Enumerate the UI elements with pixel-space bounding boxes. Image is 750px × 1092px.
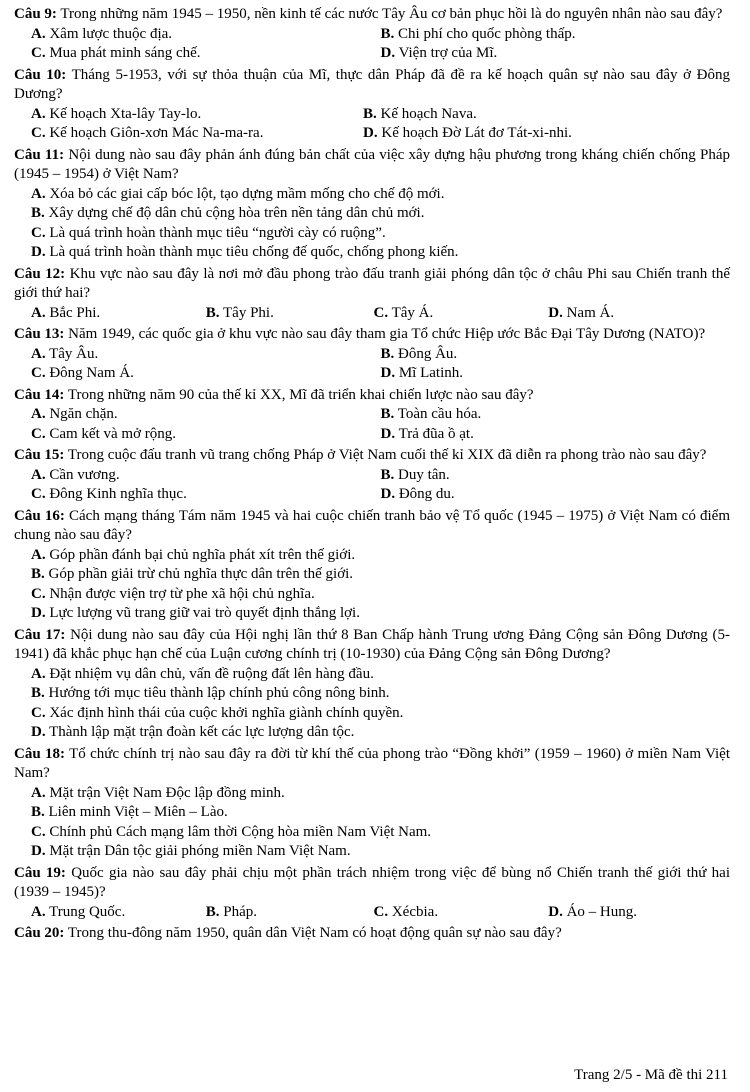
answer-option[interactable] xyxy=(31,684,390,704)
answer-option[interactable] xyxy=(31,204,424,224)
option-text: Nam Á. xyxy=(562,304,615,321)
option-text: Xóa bỏ các giai cấp bóc lột, tạo dựng mầm mống cho chế độ mới. xyxy=(45,185,445,202)
answer-option[interactable] xyxy=(548,304,723,324)
question-stem xyxy=(14,626,730,665)
option-letter: D. xyxy=(31,843,46,859)
question-stem xyxy=(14,66,730,105)
answer-option[interactable] xyxy=(31,364,381,384)
option-letter: B. xyxy=(380,466,395,483)
options-row xyxy=(31,842,730,862)
option-text: Kế hoạch Giôn-xơn Mác Na-ma-ra. xyxy=(45,125,264,141)
option-text: Mĩ Latinh. xyxy=(395,365,464,381)
answer-option[interactable] xyxy=(548,903,723,923)
answer-options xyxy=(14,105,730,144)
option-letter: D. xyxy=(31,605,46,621)
options-row xyxy=(31,105,730,125)
question-text: Cách mạng tháng Tám năm 1945 và hai cuộc chiến tranh bảo vệ Tổ quốc (1945 – 1975) ở Việt Nam có điểm chung nào sau đây? xyxy=(14,507,730,543)
option-text: Xây dựng chế độ dân chủ cộng hòa trên nền tảng dân chủ mới. xyxy=(44,205,425,221)
answer-option[interactable] xyxy=(206,903,374,923)
option-text: Kế hoạch Xta-lây Tay-lo. xyxy=(45,105,202,122)
options-row xyxy=(31,44,730,64)
question-stem xyxy=(14,386,730,406)
options-row xyxy=(31,124,730,144)
option-text: Xác định hình thái của cuộc khởi nghĩa giành chính quyền. xyxy=(45,704,404,721)
question-label: Câu 11: xyxy=(14,146,65,163)
option-letter: C. xyxy=(31,365,46,381)
answer-option[interactable] xyxy=(31,546,355,566)
answer-options xyxy=(14,665,730,743)
option-letter: C. xyxy=(373,903,389,920)
options-row xyxy=(31,604,730,624)
option-text: Kế hoạch Đờ Lát đơ Tát-xi-nhi. xyxy=(377,125,572,141)
answer-option[interactable] xyxy=(31,304,206,324)
option-letter: C. xyxy=(31,486,46,502)
answer-option[interactable] xyxy=(381,364,731,384)
question-label: Câu 19: xyxy=(14,864,66,881)
options-row xyxy=(31,665,730,685)
option-letter: B. xyxy=(380,25,395,42)
option-text: Duy tân. xyxy=(394,466,450,483)
question-stem xyxy=(14,146,730,185)
answer-option[interactable] xyxy=(31,44,381,64)
question-label: Câu 14: xyxy=(14,386,65,403)
option-text: Toàn cầu hóa. xyxy=(394,406,482,422)
option-letter: D. xyxy=(380,45,396,61)
option-letter: A. xyxy=(31,665,46,682)
question-label: Câu 10: xyxy=(14,66,67,83)
question-stem xyxy=(14,325,730,345)
question-18 xyxy=(14,745,730,862)
answer-option[interactable] xyxy=(31,25,381,45)
answer-option[interactable] xyxy=(374,304,549,324)
answer-options xyxy=(14,546,730,624)
answer-options xyxy=(14,784,730,862)
options-row xyxy=(31,546,730,566)
question-label: Câu 13: xyxy=(14,326,65,342)
answer-option[interactable] xyxy=(381,405,731,425)
options-row xyxy=(31,565,730,585)
answer-option[interactable] xyxy=(31,803,228,823)
option-text: Là quá trình hoàn thành mục tiêu chống đế quốc, chống phong kiến. xyxy=(45,244,459,260)
option-text: Chi phí cho quốc phòng thấp. xyxy=(394,25,576,42)
question-stem xyxy=(14,745,730,784)
question-text: Tháng 5-1953, với sự thỏa thuận của Mĩ, thực dân Pháp đã đề ra kế hoạch quân sự nào sau đây ở Đông Dương? xyxy=(14,66,730,102)
answer-option[interactable] xyxy=(31,105,363,125)
option-letter: C. xyxy=(31,823,46,840)
question-stem xyxy=(14,5,730,25)
question-20 xyxy=(14,924,730,944)
option-text: Mặt trận Dân tộc giải phóng miền Nam Việt Nam. xyxy=(45,843,351,859)
options-row xyxy=(31,704,730,724)
answer-options xyxy=(14,25,730,64)
options-row xyxy=(31,823,730,843)
option-letter: C. xyxy=(31,425,46,442)
question-12 xyxy=(14,265,730,324)
option-letter: A. xyxy=(31,406,46,422)
option-text: Kế hoạch Nava. xyxy=(376,105,477,122)
options-row xyxy=(31,304,730,324)
option-text: Mua phát minh sáng chế. xyxy=(45,45,201,61)
options-row xyxy=(31,405,730,425)
options-row xyxy=(31,485,730,505)
option-text: Hướng tới mục tiêu thành lập chính phủ công nông binh. xyxy=(44,685,390,701)
option-letter: A. xyxy=(31,466,46,483)
question-label: Câu 18: xyxy=(14,745,66,762)
question-label: Câu 12: xyxy=(14,265,66,282)
options-row xyxy=(31,425,730,445)
option-text: Đông Âu. xyxy=(394,345,458,362)
option-letter: B. xyxy=(31,685,45,701)
option-text: Áo – Hung. xyxy=(562,903,638,920)
option-text: Bắc Phi. xyxy=(45,304,101,321)
answer-option[interactable] xyxy=(381,345,731,365)
question-17 xyxy=(14,626,730,743)
options-row xyxy=(31,585,730,605)
option-text: Đông du. xyxy=(395,486,455,502)
option-text: Tây Á. xyxy=(388,304,434,321)
question-label: Câu 15: xyxy=(14,447,65,463)
answer-option[interactable] xyxy=(381,44,731,64)
answer-option[interactable] xyxy=(31,823,431,843)
option-letter: D. xyxy=(380,365,396,381)
options-row xyxy=(31,25,730,45)
answer-option[interactable] xyxy=(31,565,353,585)
option-letter: D. xyxy=(31,244,46,260)
answer-option[interactable] xyxy=(31,903,206,923)
answer-option[interactable] xyxy=(381,466,731,486)
answer-option[interactable] xyxy=(31,224,386,244)
answer-options xyxy=(14,345,730,384)
option-text: Ngăn chặn. xyxy=(45,406,118,422)
answer-option[interactable] xyxy=(31,405,381,425)
answer-option[interactable] xyxy=(31,784,285,804)
answer-options xyxy=(14,304,730,324)
question-text: Tổ chức chính trị nào sau đây ra đời từ khí thế của phong trào “Đồng khởi” (1959 – 1960) ở miền Nam Việt Nam? xyxy=(14,745,730,781)
option-text: Trung Quốc. xyxy=(45,903,126,920)
option-text: Đặt nhiệm vụ dân chủ, vấn đề ruộng đất lên hàng đầu. xyxy=(45,665,374,682)
option-text: Đông Nam Á. xyxy=(45,365,134,381)
option-letter: B. xyxy=(31,566,45,582)
answer-option[interactable] xyxy=(31,425,381,445)
option-text: Góp phần giải trừ chủ nghĩa thực dân trên thế giới. xyxy=(44,566,354,582)
option-letter: A. xyxy=(31,345,46,362)
option-text: Pháp. xyxy=(219,903,258,920)
option-text: Cam kết và mở rộng. xyxy=(45,425,177,442)
option-letter: A. xyxy=(31,304,46,321)
option-letter: A. xyxy=(31,903,46,920)
question-11 xyxy=(14,146,730,263)
answer-option[interactable] xyxy=(31,243,458,263)
option-letter: C. xyxy=(31,125,46,141)
option-text: Là quá trình hoàn thành mục tiêu “người cày có ruộng”. xyxy=(45,224,386,241)
option-letter: D. xyxy=(363,125,378,141)
question-label: Câu 16: xyxy=(14,507,65,524)
option-text: Thành lập mặt trận đoàn kết các lực lượng dân tộc. xyxy=(45,724,355,740)
answer-option[interactable] xyxy=(363,105,713,125)
answer-option[interactable] xyxy=(31,124,363,144)
option-text: Tây Âu. xyxy=(45,345,99,362)
option-letter: B. xyxy=(363,105,377,122)
option-letter: D. xyxy=(380,425,396,442)
answer-option[interactable] xyxy=(31,604,360,624)
options-row xyxy=(31,345,730,365)
answer-options xyxy=(14,405,730,444)
answer-option[interactable] xyxy=(31,185,444,205)
option-letter: B. xyxy=(205,903,220,920)
answer-option[interactable] xyxy=(31,665,374,685)
question-13 xyxy=(14,325,730,384)
option-letter: C. xyxy=(31,585,46,602)
question-stem xyxy=(14,864,730,903)
question-text: Trong cuộc đấu tranh vũ trang chống Pháp ở Việt Nam cuối thế kỉ XIX đã diễn ra phong trào nào sau đây? xyxy=(64,447,707,463)
answer-option[interactable] xyxy=(381,425,731,445)
answer-options xyxy=(14,185,730,263)
option-letter: A. xyxy=(31,185,46,202)
option-text: Góp phần đánh bại chủ nghĩa phát xít trên thế giới. xyxy=(45,546,356,563)
option-letter: D. xyxy=(548,903,563,920)
answer-option[interactable] xyxy=(31,842,351,862)
option-text: Mặt trận Việt Nam Độc lập đồng minh. xyxy=(45,784,285,801)
answer-options xyxy=(14,903,730,923)
answer-option[interactable] xyxy=(31,723,354,743)
option-text: Chính phủ Cách mạng lâm thời Cộng hòa miền Nam Việt Nam. xyxy=(45,823,432,840)
option-letter: C. xyxy=(31,45,46,61)
options-row xyxy=(31,466,730,486)
options-row xyxy=(31,364,730,384)
option-text: Trả đũa ồ ạt. xyxy=(395,425,474,442)
option-letter: B. xyxy=(31,804,45,820)
question-9 xyxy=(14,5,730,64)
question-14 xyxy=(14,386,730,445)
option-letter: A. xyxy=(31,25,46,42)
option-letter: C. xyxy=(31,224,46,241)
question-stem xyxy=(14,924,730,944)
question-text: Trong những năm 90 của thế kỉ XX, Mĩ đã triển khai chiến lược nào sau đây? xyxy=(64,386,534,403)
question-text: Năm 1949, các quốc gia ở khu vực nào sau đây tham gia Tổ chức Hiệp ước Bắc Đại Tây Dương (NATO)? xyxy=(64,326,706,342)
option-letter: A. xyxy=(31,784,46,801)
option-letter: D. xyxy=(548,304,563,321)
option-letter: B. xyxy=(380,345,395,362)
option-text: Đông Kinh nghĩa thục. xyxy=(45,486,187,502)
answer-option[interactable] xyxy=(206,304,374,324)
answer-option[interactable] xyxy=(31,585,315,605)
question-stem xyxy=(14,446,730,466)
option-text: Xécbia. xyxy=(388,903,439,920)
option-letter: A. xyxy=(31,105,46,122)
answer-option[interactable] xyxy=(363,124,713,144)
options-row xyxy=(31,204,730,224)
option-text: Lực lượng vũ trang giữ vai trò quyết định thắng lợi. xyxy=(45,605,360,621)
option-text: Viện trợ của Mĩ. xyxy=(395,45,498,61)
option-text: Nhận được viện trợ từ phe xã hội chủ nghĩa. xyxy=(45,585,315,602)
question-text: Nội dung nào sau đây phản ánh đúng bản chất của việc xây dựng hậu phương trong kháng chiến chống Pháp (1945 – 1954) ở Việt Nam? xyxy=(14,146,730,182)
exam-page xyxy=(14,5,730,946)
options-row xyxy=(31,723,730,743)
question-16 xyxy=(14,507,730,624)
question-text: Trong những năm 1945 – 1950, nền kinh tế các nước Tây Âu cơ bản phục hồi là do nguyên nhân nào sau đây? xyxy=(56,6,723,22)
options-row xyxy=(31,185,730,205)
page-footer: Trang 2/5 - Mã đề thi 211 xyxy=(574,1067,728,1083)
question-label: Câu 17: xyxy=(14,626,66,643)
question-text: Quốc gia nào sau đây phải chịu một phần trách nhiệm trong việc để bùng nổ Chiến tranh thế giới thứ hai (1939 – 1945)? xyxy=(14,864,730,900)
question-text: Khu vực nào sau đây là nơi mở đầu phong trào đấu tranh giải phóng dân tộc ở châu Phi sau Chiến tranh thế giới thứ hai? xyxy=(14,265,730,301)
answer-option[interactable] xyxy=(31,485,381,505)
option-text: Tây Phi. xyxy=(219,304,274,321)
options-row xyxy=(31,803,730,823)
option-text: Liên minh Việt – Miên – Lào. xyxy=(44,804,228,820)
answer-option[interactable] xyxy=(374,903,549,923)
options-row xyxy=(31,684,730,704)
answer-option[interactable] xyxy=(381,25,731,45)
option-letter: C. xyxy=(373,304,389,321)
option-letter: B. xyxy=(205,304,220,321)
question-stem xyxy=(14,265,730,304)
option-letter: B. xyxy=(380,406,395,422)
answer-option[interactable] xyxy=(31,345,381,365)
question-15 xyxy=(14,446,730,505)
option-letter: C. xyxy=(31,704,46,721)
options-row xyxy=(31,903,730,923)
answer-options xyxy=(14,466,730,505)
option-letter: D. xyxy=(380,486,396,502)
question-19 xyxy=(14,864,730,923)
options-row xyxy=(31,224,730,244)
question-text: Nội dung nào sau đây của Hội nghị lần thứ 8 Ban Chấp hành Trung ương Đảng Cộng sản Đông Dương (5-1941) đã khắc phục hạn chế của Luận cương chính trị (10-1930) của Đảng Cộng sản Đông Dương? xyxy=(14,626,731,662)
answer-option[interactable] xyxy=(31,466,381,486)
options-row xyxy=(31,784,730,804)
option-letter: B. xyxy=(31,205,45,221)
answer-option[interactable] xyxy=(31,704,403,724)
option-letter: A. xyxy=(31,546,46,563)
option-letter: D. xyxy=(31,724,46,740)
answer-option[interactable] xyxy=(381,485,731,505)
question-text: Trong thu-đông năm 1950, quân dân Việt Nam có hoạt động quân sự nào sau đây? xyxy=(64,925,562,941)
question-stem xyxy=(14,507,730,546)
options-row xyxy=(31,243,730,263)
question-label: Câu 9: xyxy=(14,6,57,22)
option-text: Xâm lược thuộc địa. xyxy=(45,25,173,42)
question-10 xyxy=(14,66,730,144)
option-text: Cần vương. xyxy=(45,466,120,483)
question-label: Câu 20: xyxy=(14,925,65,941)
